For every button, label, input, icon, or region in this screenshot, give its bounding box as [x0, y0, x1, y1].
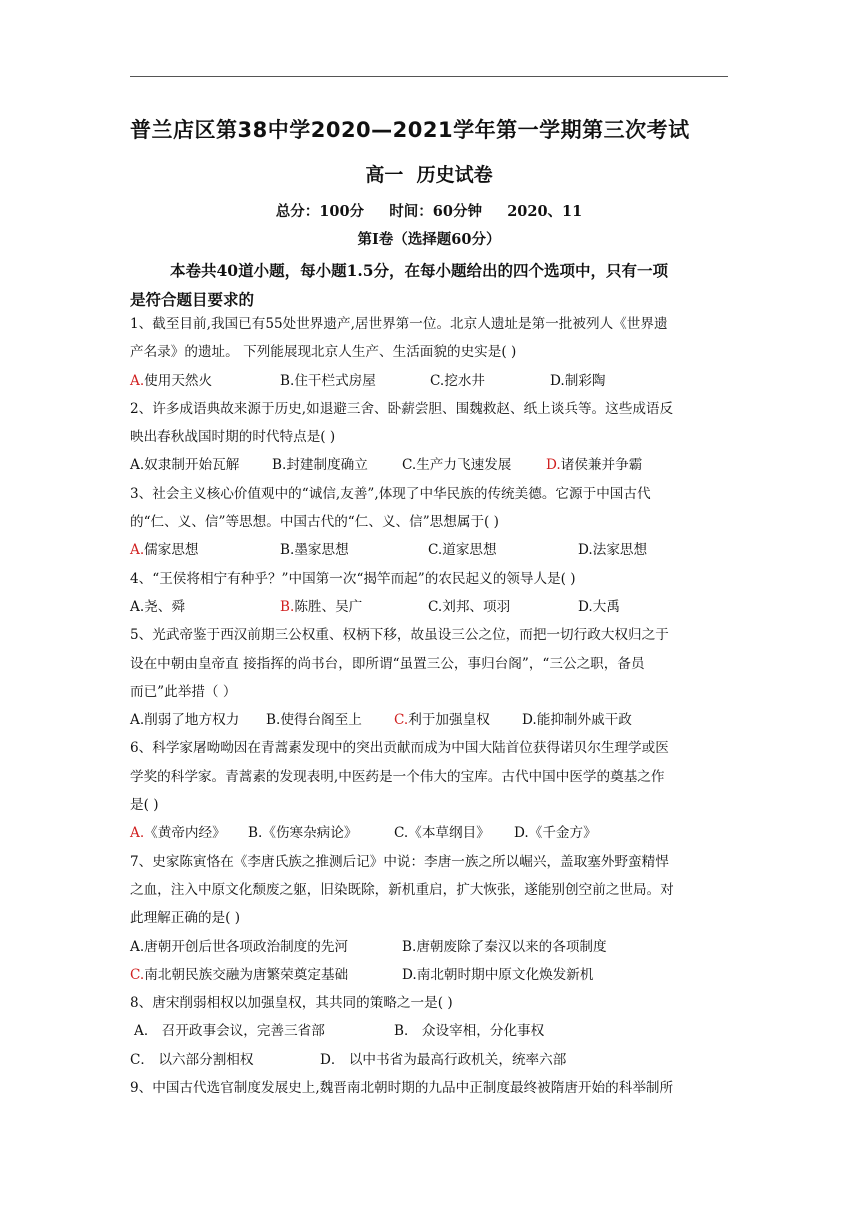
- options-row: [130, 593, 734, 621]
- option-text: 唐朝开创后世各项政治制度的先河: [144, 938, 349, 955]
- option-d: [550, 367, 606, 395]
- option-text: 尧、舜: [144, 598, 185, 615]
- option-text: 法家思想: [592, 542, 648, 559]
- option-d: [522, 706, 632, 734]
- question-1: [130, 310, 734, 395]
- instruction-line-1: 本卷共40道小题，每小题1.5分，在每小题给出的四个选项中，只有一项: [170, 261, 669, 280]
- question-stem-line: 6、科学家屠呦呦因在青蒿素发现中的突出贡献而成为中国大陆首位获得诺贝尔生理学或医: [130, 740, 669, 757]
- option-letter: A.: [130, 457, 145, 474]
- question-stem-line: 3、社会主义核心价值观中的“诚信,友善”,体现了中华民族的传统美德。它源于中国古代: [130, 485, 651, 502]
- question-8: [130, 989, 734, 1074]
- option-c: [130, 1046, 253, 1074]
- option-letter: A.: [130, 598, 145, 615]
- question-6: [130, 734, 734, 847]
- exam-title: 普兰店区第38中学2020—2021学年第一学期第三次考试: [130, 118, 690, 142]
- option-b: [272, 451, 368, 479]
- question-3: [130, 480, 734, 565]
- option-c: [394, 819, 490, 847]
- option-letter: D.: [402, 966, 417, 983]
- instructions: [130, 256, 730, 314]
- option-c: [394, 706, 490, 734]
- option-a: [130, 819, 226, 847]
- option-text: 《黄帝内经》: [144, 825, 226, 842]
- instruction-line-2: 是符合题目要求的: [130, 290, 255, 309]
- option-b: [280, 593, 362, 621]
- exam-subtitle: 高一 历史试卷: [365, 164, 493, 186]
- option-letter: A.: [130, 712, 145, 729]
- section-heading: 第Ⅰ卷（选择题60分）: [357, 231, 501, 248]
- option-d: [514, 819, 597, 847]
- header-rule: [130, 76, 728, 77]
- exam-meta: 总分：100分 时间：60分钟 2020、11: [275, 203, 583, 220]
- question-stem-line: 产名录》的遗址。 下列能展现北京人生产、生活面貌的史实是( ): [130, 344, 517, 361]
- options-row: [130, 1017, 734, 1045]
- option-text: 刘邦、项羽: [442, 598, 511, 615]
- options-row: [130, 367, 734, 395]
- option-b: [280, 536, 349, 564]
- options-row: [130, 536, 734, 564]
- question-stem-line: 设在中朝由皇帝直 接指挥的尚书台，即所谓“虽置三公，事归台阁”，“三公之职，备员: [130, 655, 645, 672]
- option-letter: D.: [578, 542, 593, 559]
- option-text: 奴隶制开始瓦解: [144, 457, 240, 474]
- option-d: [320, 1046, 566, 1074]
- option-c: [130, 961, 348, 989]
- options-row: [130, 451, 734, 479]
- option-letter: D．: [320, 1051, 349, 1068]
- option-text: 《本草纲目》: [408, 825, 490, 842]
- option-a: [130, 933, 348, 961]
- option-letter: A.: [130, 938, 145, 955]
- option-letter: A．: [134, 1023, 162, 1040]
- option-letter: C.: [402, 457, 417, 474]
- option-text: 住干栏式房屋: [294, 372, 376, 389]
- question-stem-line: 而已”此举措（ ）: [130, 683, 237, 700]
- option-a: [130, 706, 239, 734]
- option-d: [578, 593, 620, 621]
- option-a: [130, 593, 185, 621]
- option-letter: C.: [394, 712, 409, 729]
- option-c: [428, 536, 497, 564]
- question-stem-line: 此理解正确的是( ): [130, 910, 241, 927]
- question-stem-line: 1、截至目前,我国已有55处世界遗产,居世界第一位。北京人遗址是第一批被列人《世界遗: [130, 316, 668, 332]
- option-b: [402, 933, 607, 961]
- option-text: 南北朝时期中原文化焕发新机: [416, 966, 594, 983]
- option-b: [266, 706, 362, 734]
- option-text: 诸侯兼并争霸: [560, 457, 643, 474]
- option-text: 生产力飞速发展: [416, 457, 512, 474]
- option-text: 道家思想: [442, 542, 497, 559]
- option-text: 使得台阁至上: [280, 712, 362, 729]
- option-letter: C．: [130, 1051, 159, 1068]
- option-letter: C.: [430, 372, 445, 389]
- question-4: [130, 565, 734, 622]
- question-stem-line: 8、唐宋削弱相权以加强皇权，其共同的策略之一是( ): [130, 995, 453, 1012]
- option-text: 使用天然火: [144, 372, 213, 389]
- option-letter: B.: [248, 825, 263, 842]
- option-text: 挖水井: [444, 372, 486, 389]
- option-text: 封建制度确立: [286, 457, 368, 474]
- option-text: 众设宰相，分化事权: [421, 1023, 545, 1040]
- option-letter: D.: [522, 712, 537, 729]
- options-row: [130, 706, 734, 734]
- option-b: [248, 819, 357, 847]
- question-stem-line: 4、“王侯将相宁有种乎？”中国第一次“揭竿而起”的农民起义的领导人是( ): [130, 570, 576, 587]
- question-stem-line: 的“仁、义、信”等思想。中国古代的“仁、义、信”思想属于( ): [130, 514, 499, 531]
- option-text: 以六部分割相权: [158, 1051, 254, 1068]
- option-text: 《伤寒杂病论》: [262, 825, 358, 842]
- option-text: 能抑制外戚干政: [536, 712, 632, 729]
- option-text: 唐朝废除了秦汉以来的各项制度: [416, 938, 607, 955]
- option-letter: B.: [280, 598, 295, 615]
- question-stem-line: 之血，注入中原文化颓废之躯，旧染既除，新机重启，扩大恢张，遂能别创空前之世局。对: [130, 881, 674, 898]
- question-stem-line: 7、史家陈寅恪在《李唐氏族之推测后记》中说：李唐一族之所以崛兴，盖取塞外野蛮精悍: [130, 853, 669, 870]
- option-text: 以中书省为最高行政机关，统率六部: [348, 1051, 567, 1068]
- options-row: [130, 819, 734, 847]
- option-text: 削弱了地方权力: [144, 712, 240, 729]
- option-letter: B．: [394, 1023, 422, 1040]
- question-5: [130, 621, 734, 734]
- option-text: 利于加强皇权: [408, 712, 490, 729]
- option-c: [402, 451, 511, 479]
- option-text: 儒家思想: [144, 542, 199, 559]
- option-letter: A.: [130, 542, 145, 559]
- option-letter: A.: [130, 825, 145, 842]
- option-letter: C.: [428, 598, 443, 615]
- option-letter: A.: [130, 372, 145, 389]
- option-text: 南北朝民族交融为唐繁荣奠定基础: [144, 966, 349, 983]
- option-d: [578, 536, 647, 564]
- option-letter: B.: [266, 712, 281, 729]
- option-text: 《千金方》: [528, 825, 597, 842]
- question-list: [130, 310, 734, 1102]
- option-text: 制彩陶: [564, 372, 606, 389]
- option-letter: D.: [514, 825, 529, 842]
- option-c: [430, 367, 485, 395]
- option-letter: C.: [428, 542, 443, 559]
- option-letter: B.: [272, 457, 287, 474]
- option-d: [402, 961, 593, 989]
- options-row: [130, 961, 734, 989]
- question-stem-line: 5、光武帝鉴于西汉前期三公权重、权柄下移，故虽设三公之位，而把一切行政大权归之于: [130, 627, 669, 644]
- option-a: [130, 536, 199, 564]
- options-row: [130, 1046, 734, 1074]
- option-b: [280, 367, 376, 395]
- question-stem-line: 9、中国古代选官制度发展史上,魏晋南北朝时期的九品中正制度最终被隋唐开始的科举制所: [130, 1080, 674, 1097]
- option-a: [130, 367, 212, 395]
- option-letter: C.: [394, 825, 409, 842]
- question-7: [130, 848, 734, 989]
- question-stem-line: 2、许多成语典故来源于历史,如退避三舍、卧薪尝胆、围魏救赵、纸上谈兵等。这些成语反: [130, 400, 674, 417]
- option-letter: D.: [550, 372, 565, 389]
- option-letter: B.: [402, 938, 417, 955]
- option-text: 大禹: [592, 598, 620, 615]
- option-letter: B.: [280, 542, 295, 559]
- question-stem-line: 映出春秋战国时期的时代特点是( ): [130, 429, 336, 446]
- option-letter: D.: [578, 598, 593, 615]
- options-row: [130, 933, 734, 961]
- option-text: 墨家思想: [294, 542, 349, 559]
- option-letter: B.: [280, 372, 295, 389]
- option-a: [130, 451, 239, 479]
- question-stem-line: 学奖的科学家。青蒿素的发现表明,中医药是一个伟大的宝库。古代中国中医学的奠基之作: [130, 768, 665, 785]
- option-b: [394, 1017, 544, 1045]
- option-c: [428, 593, 510, 621]
- option-a: [134, 1017, 325, 1045]
- option-text: 陈胜、吴广: [294, 598, 363, 615]
- question-9: [130, 1074, 734, 1102]
- option-text: 召开政事会议，完善三省部: [161, 1023, 325, 1040]
- option-d: [546, 451, 642, 479]
- question-stem-line: 是( ): [130, 797, 159, 814]
- question-2: [130, 395, 734, 480]
- option-letter: C.: [130, 966, 145, 983]
- option-letter: D.: [546, 457, 561, 474]
